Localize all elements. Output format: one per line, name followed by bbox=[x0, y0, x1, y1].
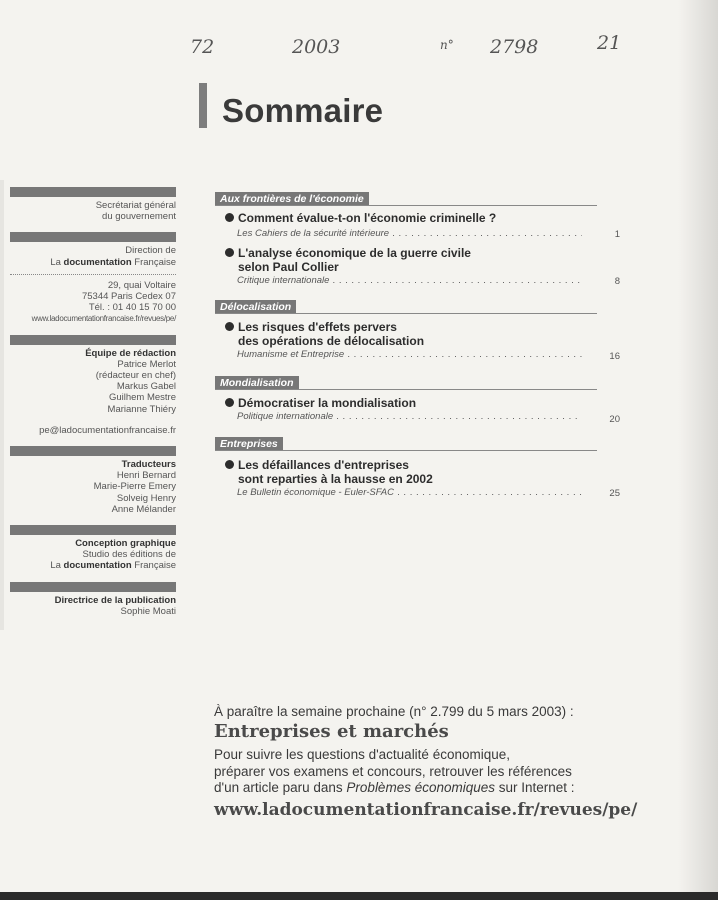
handwritten-note: 21 bbox=[597, 32, 622, 54]
bullet-icon bbox=[225, 398, 234, 407]
bullet-icon bbox=[225, 460, 234, 469]
handwritten-note: 2798 bbox=[490, 36, 539, 58]
article-title bbox=[225, 458, 433, 486]
masthead-block bbox=[10, 459, 176, 515]
masthead-heading: Équipe de rédaction bbox=[85, 347, 176, 359]
page-number: 16 bbox=[609, 351, 620, 362]
article-title bbox=[225, 320, 424, 348]
text: La bbox=[50, 560, 64, 572]
article-title-text: Comment évalue-t-on l'économie criminelle ? bbox=[238, 211, 497, 225]
text: Française bbox=[131, 256, 176, 268]
masthead-line: Anne Mélander bbox=[111, 503, 176, 515]
article-title-text: sont reparties à la hausse en 2002 bbox=[238, 472, 433, 486]
section-tag: Délocalisation bbox=[215, 300, 296, 314]
article-title-text: L'analyse économique de la guerre civile bbox=[238, 246, 471, 260]
page-number: 20 bbox=[609, 414, 620, 425]
masthead-block bbox=[10, 245, 176, 267]
article-source: Humanisme et Entreprise . . . bbox=[237, 349, 582, 360]
page-number: 8 bbox=[614, 276, 620, 287]
article-title bbox=[225, 246, 471, 274]
bullet-icon bbox=[225, 248, 234, 257]
article-title-text: des opérations de délocalisation bbox=[238, 334, 425, 348]
masthead-line: Patrice Merlot bbox=[117, 358, 176, 370]
text: sur Internet : bbox=[495, 780, 575, 795]
masthead-line: Studio des éditions de bbox=[82, 549, 176, 561]
masthead-line: Secrétariat général bbox=[95, 200, 176, 211]
brand-text: documentation bbox=[63, 256, 132, 268]
text: Française bbox=[131, 560, 176, 572]
divider-bar bbox=[10, 232, 176, 242]
masthead-line bbox=[10, 560, 176, 571]
handwritten-note: n° bbox=[440, 38, 454, 52]
divider-bar bbox=[10, 187, 176, 197]
divider-bar bbox=[10, 446, 176, 456]
section-rule bbox=[215, 313, 597, 314]
article-title bbox=[225, 211, 496, 225]
next-issue-block bbox=[214, 704, 638, 820]
masthead-email: pe@ladocumentationfrancaise.fr bbox=[39, 424, 176, 436]
article-source: Les Cahiers de la sécurité intérieure . . . bbox=[237, 228, 582, 239]
article-title-text: Les risques d'effets pervers bbox=[238, 320, 397, 334]
masthead-block bbox=[10, 200, 176, 222]
section-rule bbox=[215, 389, 597, 390]
article-title-text: Les défaillances d'entreprises bbox=[238, 458, 409, 472]
page-shadow-left bbox=[0, 180, 4, 630]
masthead-line: 29, quai Voltaire bbox=[107, 279, 176, 291]
masthead-line: Direction de bbox=[125, 245, 176, 257]
masthead-url: www.ladocumentationfrancaise.fr/revues/pe/ bbox=[31, 314, 176, 324]
masthead-column bbox=[10, 187, 176, 627]
masthead-line: (rédacteur en chef) bbox=[95, 370, 176, 382]
promo-line: Pour suivre les questions d'actualité économique, bbox=[214, 747, 510, 762]
divider-bar bbox=[10, 582, 176, 592]
promo-line bbox=[214, 780, 614, 797]
section-tag: Entreprises bbox=[215, 437, 283, 451]
promo-line: préparer vos examens et concours, retrouver les références bbox=[214, 763, 572, 779]
publication-name: Problèmes économiques bbox=[346, 780, 496, 795]
handwritten-note: 2003 bbox=[292, 36, 341, 58]
masthead-line bbox=[10, 257, 176, 268]
masthead-block bbox=[10, 538, 176, 572]
masthead-block bbox=[10, 348, 176, 415]
masthead-line: Guilhem Mestre bbox=[108, 392, 176, 404]
masthead-line: Marie-Pierre Emery bbox=[93, 481, 176, 493]
page-number: 1 bbox=[614, 229, 620, 240]
article-source: Le Bulletin économique - Euler-SFAC . . . bbox=[237, 487, 582, 498]
page-title: Sommaire bbox=[222, 92, 384, 129]
article-source: Critique internationale . . . bbox=[237, 275, 582, 286]
masthead-line: du gouvernement bbox=[102, 211, 176, 223]
next-issue-title: Entreprises et marchés bbox=[214, 721, 449, 742]
article-title-text: Démocratiser la mondialisation bbox=[238, 396, 417, 410]
bullet-icon bbox=[225, 213, 234, 222]
website-link[interactable]: www.ladocumentationfrancaise.fr/revues/pe/ bbox=[214, 799, 638, 820]
masthead-line: Sophie Moati bbox=[120, 605, 176, 617]
dotted-divider bbox=[10, 274, 176, 275]
handwritten-note: 72 bbox=[190, 36, 215, 58]
article-title bbox=[225, 396, 416, 410]
section-rule bbox=[215, 450, 597, 451]
divider-bar bbox=[10, 525, 176, 535]
divider-bar bbox=[10, 335, 176, 345]
article-source: Politique internationale . . . bbox=[237, 411, 582, 422]
article-title-text: selon Paul Collier bbox=[238, 260, 339, 274]
text: d'un article paru dans bbox=[214, 780, 347, 795]
masthead-block bbox=[10, 595, 176, 617]
next-issue-announcement: À paraître la semaine prochaine (n° 2.799 du 5 mars 2003) : bbox=[214, 704, 574, 719]
masthead-line: 75344 Paris Cedex 07 bbox=[81, 291, 176, 303]
scan-edge-bottom bbox=[0, 892, 718, 900]
masthead-line: Markus Gabel bbox=[116, 381, 176, 393]
section-tag: Mondialisation bbox=[215, 376, 299, 390]
masthead-line: Henri Bernard bbox=[116, 470, 176, 482]
page-shadow-right bbox=[678, 0, 718, 900]
masthead-heading: Traducteurs bbox=[121, 459, 176, 471]
section-tag: Aux frontières de l'économie bbox=[215, 192, 369, 206]
bullet-icon bbox=[225, 322, 234, 331]
masthead-heading: Directrice de la publication bbox=[54, 594, 176, 606]
section-rule bbox=[215, 205, 597, 206]
masthead-line: Marianne Thiéry bbox=[107, 403, 176, 415]
text: La bbox=[50, 256, 64, 268]
masthead-line: Tél. : 01 40 15 70 00 bbox=[88, 302, 176, 314]
promo-text bbox=[214, 747, 614, 797]
masthead-line: Solveig Henry bbox=[116, 492, 176, 504]
masthead-block bbox=[10, 280, 176, 325]
page-number: 25 bbox=[609, 488, 620, 499]
brand-text: documentation bbox=[63, 560, 132, 572]
masthead-heading: Conception graphique bbox=[75, 538, 176, 550]
